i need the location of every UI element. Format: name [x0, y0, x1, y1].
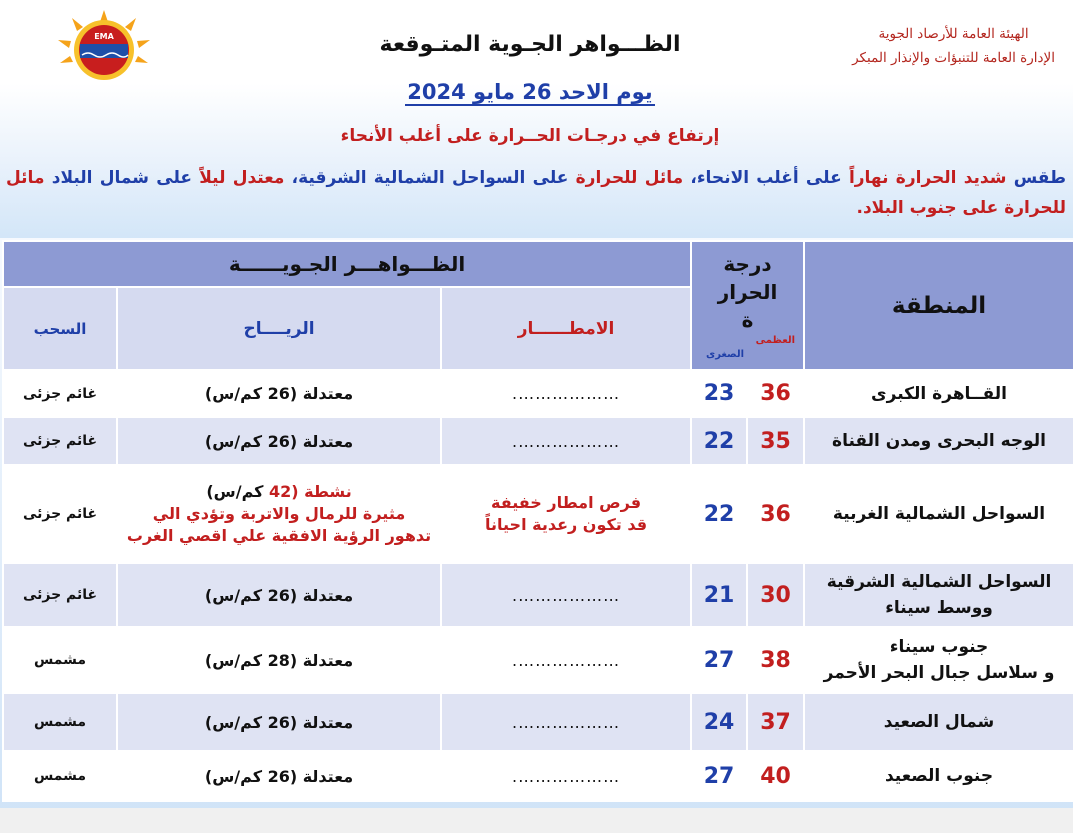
region-line: ووسط سيناء: [885, 598, 993, 618]
wind-text-line: [118, 481, 440, 503]
summary-part: شديد الحرارة نهاراً: [848, 168, 1007, 188]
clouds-cell: غائم جزئى: [3, 417, 117, 465]
temp-max-cell: 36: [747, 370, 804, 417]
bottom-strip: [0, 808, 1073, 833]
clouds-cell: مشمس: [3, 751, 117, 801]
org-line-1: الهيئة العامة للأرصاد الجوية: [878, 26, 1029, 42]
organization-name: [852, 22, 1055, 70]
org-line-2: الإدارة العامة للتنبؤات والإنذار المبكر: [852, 50, 1055, 66]
region-line: السواحل الشمالية الشرقية: [826, 572, 1052, 592]
table-row: [3, 465, 1073, 563]
rain-cell: ……………….: [441, 563, 691, 627]
column-header-region: المنطقة: [804, 241, 1073, 370]
region-cell: [804, 563, 1073, 627]
clouds-cell: غائم جزئى: [3, 465, 117, 563]
ema-logo: [52, 8, 156, 88]
forecast-summary: [6, 163, 1066, 223]
temp-min-cell: 22: [691, 465, 747, 563]
region-line: و سلاسل جبال البحر الأحمر: [823, 663, 1055, 683]
clouds-cell: مشمس: [3, 627, 117, 693]
temp-max-cell: 36: [747, 465, 804, 563]
rain-cell: ……………….: [441, 751, 691, 801]
region-cell: [804, 627, 1073, 693]
column-header-phenomena: الظـــواهـــر الجـويــــــة: [3, 241, 691, 287]
summary-part: [44, 168, 51, 188]
region-line: جنوب سيناء: [889, 637, 989, 657]
wind-cell: معتدلة (26 كم/س): [117, 693, 441, 751]
temp-min-cell: 27: [691, 751, 747, 801]
rain-text-line: فرص امطار خفيفة: [490, 493, 642, 512]
temp-max-cell: 30: [747, 563, 804, 627]
wind-text-line: تدهور الرؤية الافقية علي اقصي الغرب: [126, 526, 432, 545]
table-row: [3, 751, 1073, 801]
wind-unit: كم/س): [206, 482, 269, 501]
forecast-date: [340, 80, 720, 104]
summary-part: على جنوب البلاد.: [856, 198, 1005, 218]
temp-min-cell: 27: [691, 627, 747, 693]
forecast-date-text: يوم الاحد 26 مايو 2024: [407, 80, 653, 104]
page-title: الظـــواهر الجـوية المتـوقعة: [379, 32, 681, 57]
rain-cell: [441, 465, 691, 563]
temp-max-label: العظمى: [755, 334, 796, 346]
region-cell: جنوب الصعيد: [804, 751, 1073, 801]
summary-part: مائل للحرارة: [6, 168, 1066, 218]
wind-cell: معتدلة (26 كم/س): [117, 370, 441, 417]
rain-cell: ……………….: [441, 417, 691, 465]
rain-cell: ……………….: [441, 370, 691, 417]
summary-part: مائل للحرارة: [575, 168, 684, 188]
clouds-cell: مشمس: [3, 693, 117, 751]
wind-cell: معتدلة (26 كم/س): [117, 563, 441, 627]
rain-cell: ……………….: [441, 627, 691, 693]
summary-part: شمال البلاد: [51, 168, 149, 188]
region-cell: السواحل الشمالية الغربية: [804, 465, 1073, 563]
temp-header-line: درجة: [723, 251, 772, 276]
temp-header-line: الحرار: [717, 279, 778, 304]
temp-min-cell: 21: [691, 563, 747, 627]
summary-part: على أغلب الانحاء،: [683, 168, 849, 188]
wind-cell: معتدلة (28 كم/س): [117, 627, 441, 693]
table-row: [3, 370, 1073, 417]
logo-text: EMA: [94, 32, 114, 41]
column-header-rain: الامطــــــار: [441, 287, 691, 370]
column-header-temperature: [691, 241, 804, 370]
rain-text-line: قد تكون رعدية احياناً: [484, 515, 648, 534]
temp-max-cell: 35: [747, 417, 804, 465]
forecast-table: [2, 240, 1073, 802]
temp-max-cell: 38: [747, 627, 804, 693]
wind-cell: معتدلة (26 كم/س): [117, 417, 441, 465]
temp-min-label: الصغرى: [706, 348, 745, 360]
wind-cell: معتدلة (26 كم/س): [117, 751, 441, 801]
wind-cell: [117, 465, 441, 563]
column-header-wind: الريــــاح: [117, 287, 441, 370]
table-row: [3, 563, 1073, 627]
forecast-headline: إرتفاع في درجـات الحــرارة على أغلب الأنحاء: [340, 126, 720, 146]
clouds-cell: غائم جزئى: [3, 370, 117, 417]
temp-header-line: ة: [741, 307, 754, 332]
clouds-cell: غائم جزئى: [3, 563, 117, 627]
table-row: [3, 417, 1073, 465]
wind-text-line: مثيرة للرمال والاتربة وتؤدي الي: [152, 504, 406, 523]
temp-min-cell: 23: [691, 370, 747, 417]
temp-min-cell: 24: [691, 693, 747, 751]
summary-part: معتدل ليلاً: [199, 168, 285, 188]
region-cell: شمال الصعيد: [804, 693, 1073, 751]
table-row: [3, 693, 1073, 751]
wind-speed: 42: [268, 482, 292, 501]
temp-max-cell: 37: [747, 693, 804, 751]
table-row: [3, 627, 1073, 693]
temp-max-cell: 40: [747, 751, 804, 801]
summary-part: طقس: [1006, 168, 1066, 188]
temp-min-cell: 22: [691, 417, 747, 465]
region-cell: القــاهرة الكبرى: [804, 370, 1073, 417]
summary-part: على السواحل الشمالية الشرقية،: [284, 168, 576, 188]
column-header-clouds: السحب: [3, 287, 117, 370]
summary-part: على: [149, 168, 200, 188]
region-cell: الوجه البحرى ومدن القناة: [804, 417, 1073, 465]
rain-cell: ……………….: [441, 693, 691, 751]
wind-strength: نشطة (: [291, 482, 352, 501]
